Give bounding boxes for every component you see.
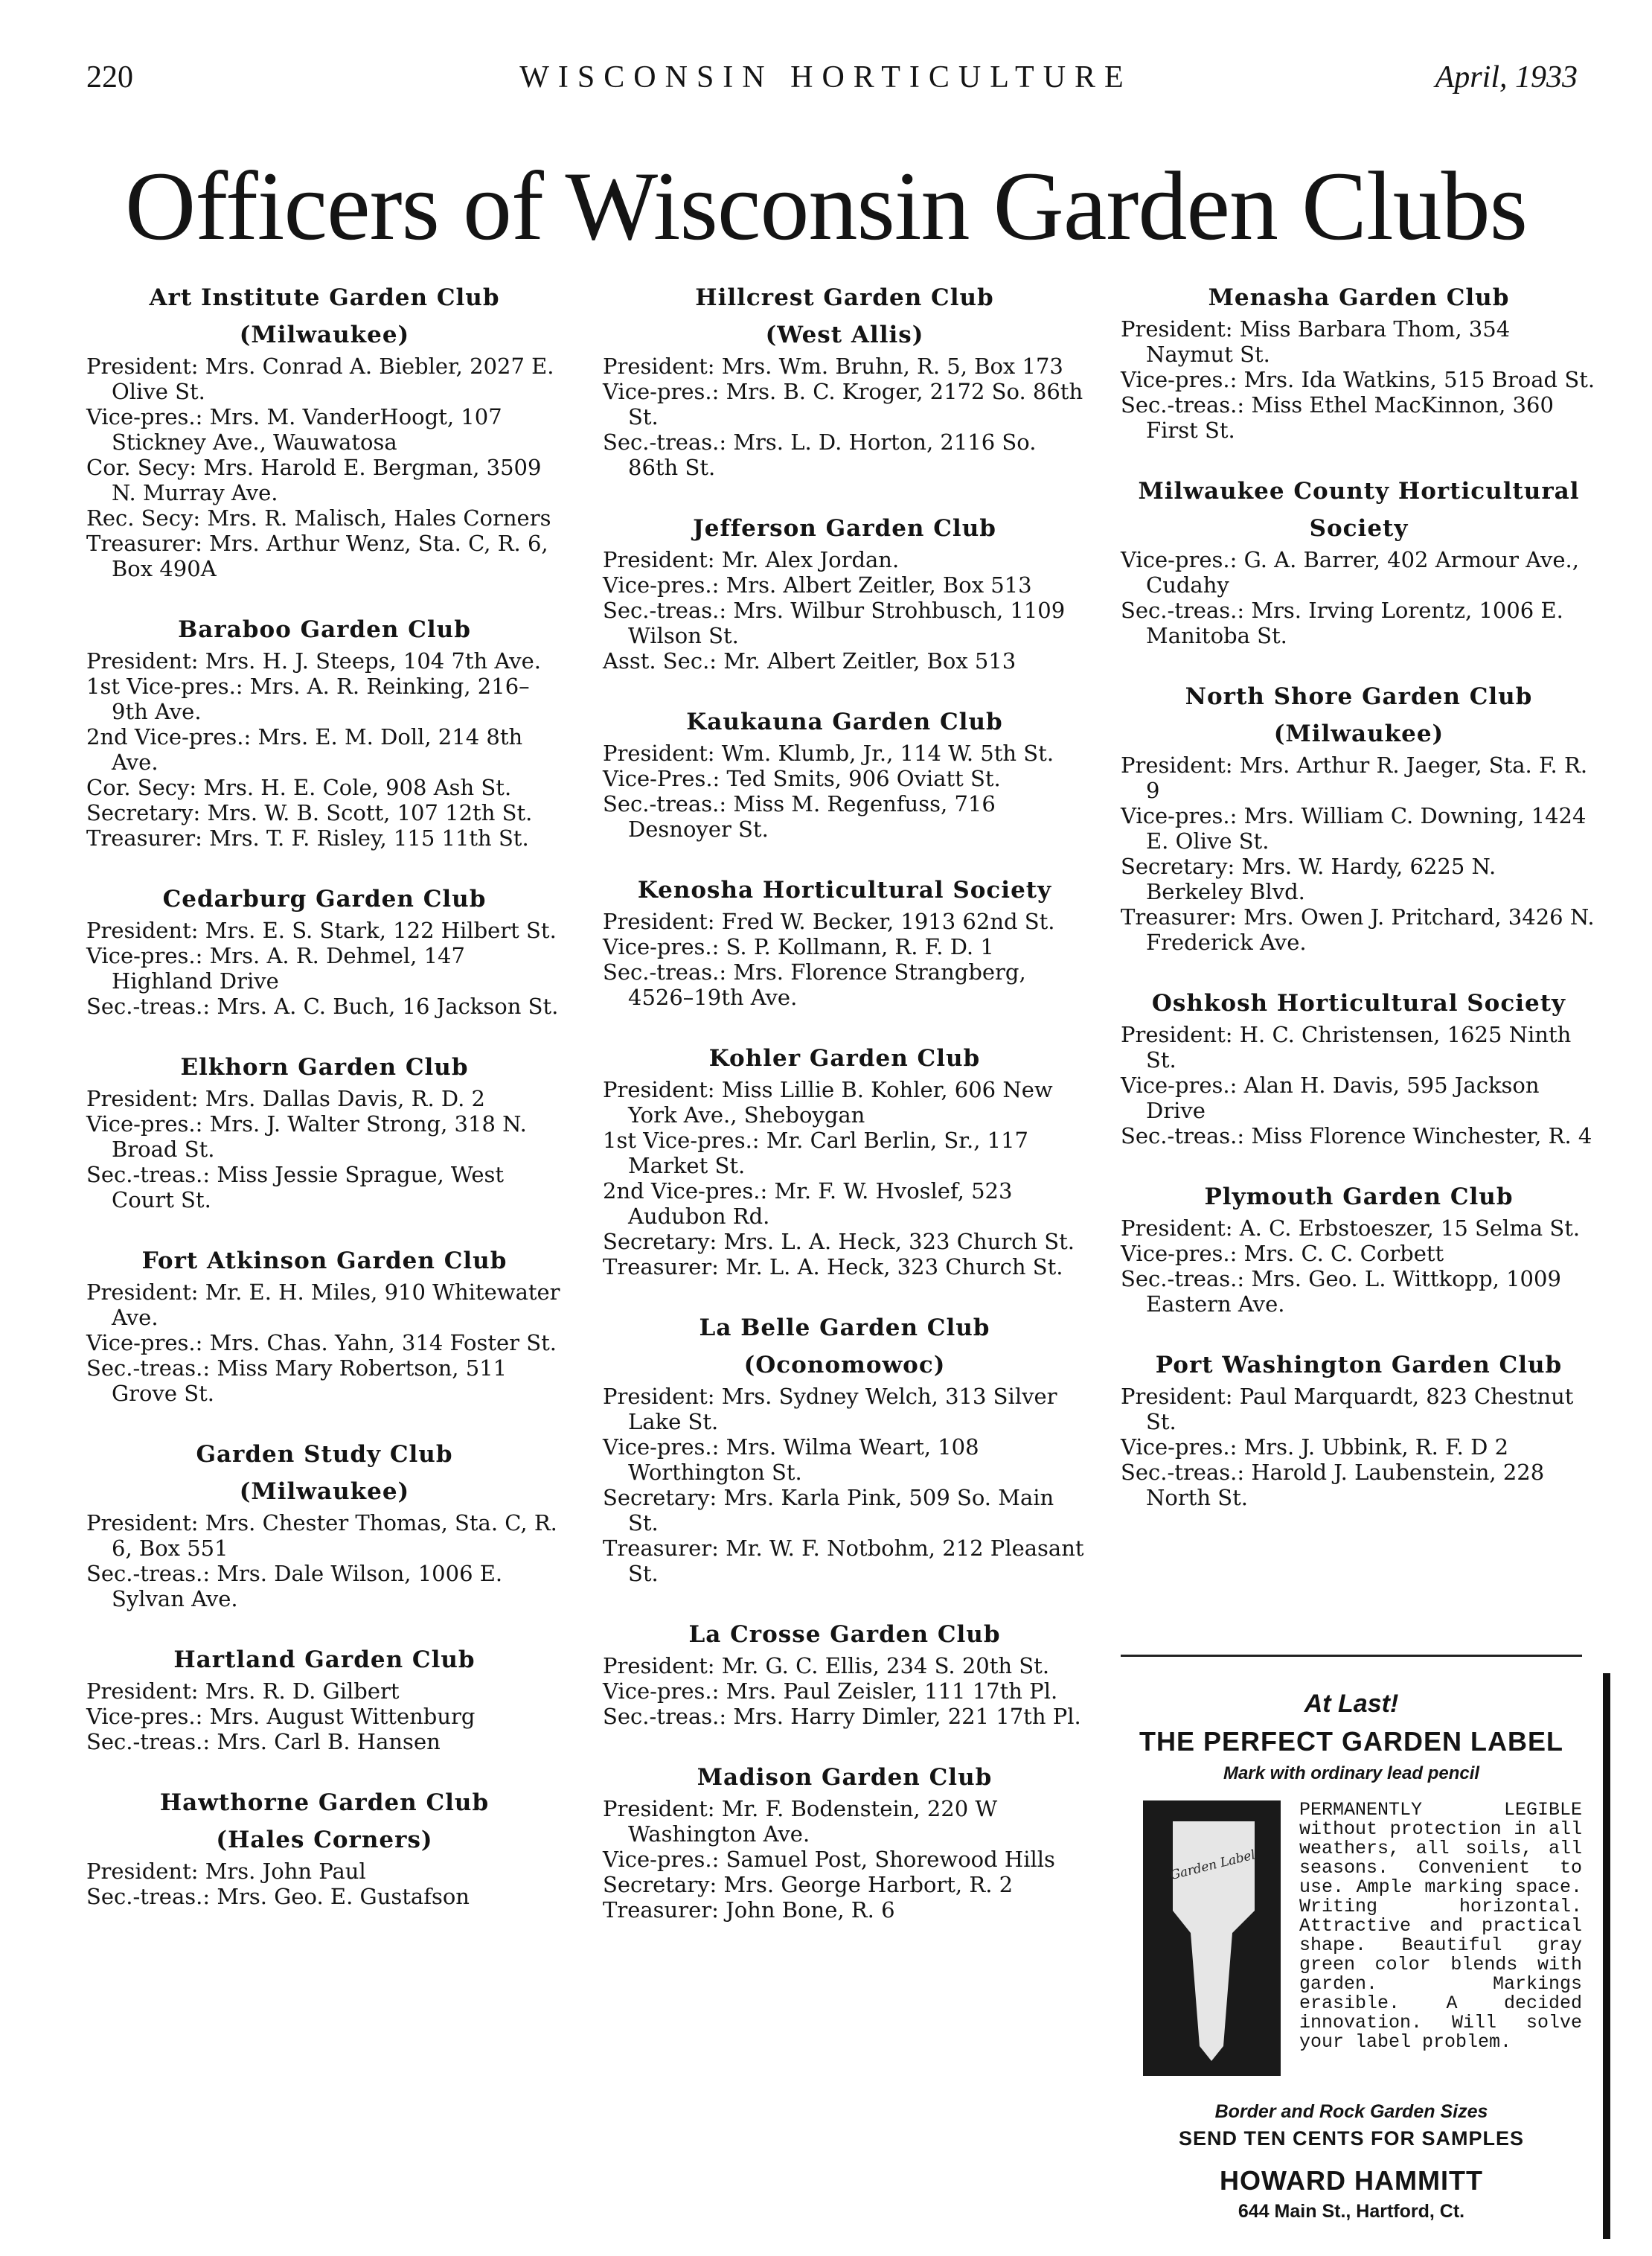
officer-entry: President: Mr. Alex Jordan. [603,547,900,572]
officer-entry: President: Miss Lillie B. Kohler, 606 New York Ave., Sheboygan [603,1077,1053,1128]
officer-entry: Rec. Secy: Mrs. R. Malisch, Hales Corners [86,505,551,531]
officer-entry: Vice-pres.: Samuel Post, Shorewood Hills [603,1847,1055,1872]
officer-entry: President: Mrs. E. S. Stark, 122 Hilbert St. [86,918,557,943]
club-entry [1121,1346,1597,1510]
journal-title: WISCONSIN HORTICULTURE [519,60,1133,95]
officer-entry: Vice-pres.: Mrs. Paul Zeisler, 111 17th Pl. [603,1678,1058,1704]
ad-sizes: Border and Rock Garden Sizes [1214,2101,1488,2122]
club-name: Fort Atkinson Garden Club [141,1247,508,1274]
club-entry [603,703,1086,842]
officer-entry: Vice-pres.: Mrs. B. C. Kroger, 2172 So. 86th St. [603,379,1083,429]
officer-entry: Vice-pres.: Mrs. Albert Zeitler, Box 513 [603,572,1032,598]
ad-kicker: At Last! [1304,1690,1399,1718]
officer-entry: Sec.-treas.: Miss M. Regenfuss, 716 Desnoyer St. [603,791,996,842]
officer-entry: President: Mr. E. H. Miles, 910 Whitewater Ave. [86,1279,560,1330]
club-entry [603,510,1086,674]
officer-entry: 1st Vice-pres.: Mr. Carl Berlin, Sr., 117 Market St. [603,1128,1028,1178]
officer-entry: Sec.-treas.: Mrs. Carl B. Hansen [86,1729,441,1754]
officer-entry: President: Wm. Klumb, Jr., 114 W. 5th St. [603,741,1054,766]
club-name: Hawthorne Garden Club [159,1789,490,1816]
club-entry [86,1436,563,1611]
officer-entry: Cor. Secy: Mrs. H. E. Cole, 908 Ash St. [86,775,512,800]
officer-entry: Sec.-treas.: Mrs. Florence Strangberg, 4526–19th Ave. [603,959,1026,1010]
club-name: Madison Garden Club [697,1764,993,1791]
club-name: Jefferson Garden Club [693,515,996,542]
officer-entry: Sec.-treas.: Mrs. Wilbur Strohbusch, 1109 Wilson St. [603,598,1066,648]
club-entry [603,1759,1086,1923]
officer-entry: Vice-pres.: Mrs. Chas. Yahn, 314 Foster St. [86,1330,557,1355]
running-head [0,60,1652,104]
ad-tagline: Mark with ordinary lead pencil [1223,1763,1480,1783]
officer-entry: 2nd Vice-pres.: Mrs. E. M. Doll, 214 8th Ave. [86,724,523,775]
club-entry [1121,473,1597,648]
officer-entry: Secretary: Mrs. W. Hardy, 6225 N. Berkeley Blvd. [1121,854,1496,904]
club-name: Garden Study Club [196,1441,453,1468]
officer-entry: Secretary: Mrs. Karla Pink, 509 So. Main St. [603,1485,1054,1536]
page-title: Officers of Wisconsin Garden Clubs [124,151,1528,261]
officer-entry: Secretary: Mrs. W. B. Scott, 107 12th St. [86,800,533,825]
officer-entry: Vice-pres.: Mrs. J. Ubbink, R. F. D 2 [1121,1434,1509,1460]
officer-entry: President: A. C. Erbstoeszer, 15 Selma St. [1121,1215,1581,1241]
officer-entry: 1st Vice-pres.: Mrs. A. R. Reinking, 216–9th Ave. [86,674,530,724]
officer-entry: President: Mrs. Sydney Welch, 313 Silver Lake St. [603,1384,1057,1434]
club-name: La Crosse Garden Club [688,1621,1001,1648]
club-name: Kenosha Horticultural Society [637,877,1052,904]
club-name: Art Institute Garden Club [149,284,500,311]
officer-entry: Sec.-treas.: Mrs. Geo. L. Wittkopp, 1009 Eastern Ave. [1121,1266,1561,1317]
garden-label-image [1143,1800,1281,2076]
advertisement-divider [1121,1655,1582,1657]
officer-entry: Sec.-treas.: Harold J. Laubenstein, 228 North St. [1121,1460,1545,1510]
officer-entry: Vice-pres.: Mrs. Wilma Weart, 108 Worthington St. [603,1434,979,1485]
club-entry [86,611,563,851]
ad-address: 644 Main St., Hartford, Ct. [1238,2201,1465,2222]
club-entry [1121,678,1597,955]
officer-entry: Asst. Sec.: Mr. Albert Zeitler, Box 513 [603,648,1017,674]
column-2 [603,279,1086,1952]
officer-entry: Vice-pres.: S. P. Kollmann, R. F. D. 1 [603,934,994,959]
officer-entry: President: Mrs. Arthur R. Jaeger, Sta. F. R. 9 [1121,752,1588,803]
club-entry [1121,279,1597,443]
officer-entry: Vice-pres.: Mrs. A. R. Dehmel, 147 Highland Drive [86,943,465,994]
officer-entry: President: Mrs. R. D. Gilbert [86,1678,400,1704]
officer-entry: President: Miss Barbara Thom, 354 Naymut St. [1121,316,1511,367]
club-entry [603,1040,1086,1279]
club-name: Hartland Garden Club [173,1646,476,1673]
club-name: Menasha Garden Club [1208,284,1510,311]
officer-entry: President: H. C. Christensen, 1625 Ninth St. [1121,1022,1572,1073]
club-subtitle: (Milwaukee) [1273,720,1444,747]
officer-entry: Vice-pres.: Alan H. Davis, 595 Jackson Drive [1121,1073,1540,1123]
club-name: Plymouth Garden Club [1204,1183,1514,1210]
club-entry [86,279,563,581]
page-number: 220 [86,60,133,95]
officer-entry: Secretary: Mrs. L. A. Heck, 323 Church St. [603,1229,1075,1254]
officer-entry: President: Paul Marquardt, 823 Chestnut St. [1121,1384,1574,1434]
club-entry [603,872,1086,1010]
club-subtitle: Society [1309,515,1409,542]
officer-entry: Treasurer: Mrs. Owen J. Pritchard, 3426 N. Frederick Ave. [1121,904,1595,955]
club-name: La Belle Garden Club (Oconomowoc) [699,1314,990,1378]
club-name: Kaukauna Garden Club [686,709,1003,735]
officer-entry: Treasurer: Mrs. Arthur Wenz, Sta. C, R. 6, Box 490A [86,531,548,581]
officer-entry: President: Mrs. John Paul [86,1859,366,1884]
officer-entry: Vice-pres.: Mrs. J. Walter Strong, 318 N. Broad St. [86,1111,527,1162]
officer-entry: Vice-pres.: Mrs. August Wittenburg [86,1704,476,1729]
officer-entry: Sec.-treas.: Miss Ethel MacKinnon, 360 First St. [1121,392,1554,443]
officer-entry: Sec.-treas.: Mrs. Dale Wilson, 1006 E. Sylvan Ave. [86,1561,503,1611]
officer-entry: President: Mrs. Wm. Bruhn, R. 5, Box 173 [603,354,1063,379]
officer-entry: Vice-pres.: G. A. Barrer, 402 Armour Ave., Cudahy [1121,547,1579,598]
officer-entry: Vice-pres.: Mrs. C. C. Corbett [1121,1241,1444,1266]
club-entry [86,1641,563,1754]
officer-entry: Treasurer: Mrs. T. F. Risley, 115 11th St. [86,825,529,851]
advertisement [1121,1682,1582,2223]
officer-entry: Vice-pres.: Mrs. William C. Downing, 1424 E. Olive St. [1121,803,1587,854]
column-3 [1121,279,1597,1540]
club-entry [86,1784,563,1909]
officer-entry: Sec.-treas.: Mrs. L. D. Horton, 2116 So. 86th St. [603,429,1037,480]
officer-entry: Secretary: Mrs. George Harbort, R. 2 [603,1872,1014,1897]
club-entry [1121,1178,1597,1317]
officer-entry: Sec.-treas.: Mrs. A. C. Buch, 16 Jackson St. [86,994,559,1019]
club-name: Milwaukee County Horticultural [1138,478,1580,505]
club-entry [1121,985,1597,1148]
column-1 [86,279,563,1939]
officer-entry: Treasurer: John Bone, R. 6 [603,1897,895,1923]
club-name: Oshkosh Horticultural Society [1151,990,1566,1017]
officer-entry: Cor. Secy: Mrs. Harold E. Bergman, 3509 N. Murray Ave. [86,455,542,505]
club-entry [603,1309,1086,1586]
officer-entry: Sec.-treas.: Miss Jessie Sprague, West Court St. [86,1162,505,1212]
margin-bar [1603,1673,1610,2239]
club-name: Baraboo Garden Club [178,616,471,643]
club-subtitle: (Hales Corners) [216,1827,433,1853]
officer-entry: 2nd Vice-pres.: Mr. F. W. Hvoslef, 523 Audubon Rd. [603,1178,1013,1229]
officer-entry: President: Mr. G. C. Ellis, 234 S. 20th St. [603,1653,1050,1678]
officer-entry: Sec.-treas.: Mrs. Harry Dimler, 221 17th Pl. [603,1704,1081,1729]
officer-entry: Sec.-treas.: Miss Florence Winchester, R. 4 [1121,1123,1592,1148]
club-subtitle: (West Allis) [765,322,924,348]
officer-entry: Vice-Pres.: Ted Smits, 906 Oviatt St. [603,766,1001,791]
club-entry [86,1049,563,1212]
club-name: Elkhorn Garden Club [180,1054,469,1081]
officer-entry: President: Mrs. Conrad A. Biebler, 2027 E. Olive St. [86,354,554,404]
club-entry [603,1616,1086,1729]
club-entry [603,279,1086,480]
officer-entry: President: Mrs. Dallas Davis, R. D. 2 [86,1086,485,1111]
issue-date: April, 1933 [1435,60,1578,95]
officer-entry: President: Mrs. H. J. Steeps, 104 7th Ave. [86,648,541,674]
ad-copy: PERMANENTLY LEGIBLE without protection in all weathers, all soils, all seasons. Convenient to use. Ample marking space. Writing horizontal. Attractive and practical shape. Beautiful gray green color blends with garden. Markings erasible. A decided innovation. Will solve your label problem. [1299,1799,1582,2053]
club-name: North Shore Garden Club [1185,683,1533,710]
club-name: Port Washington Garden Club [1155,1352,1563,1378]
ad-offer: SEND TEN CENTS FOR SAMPLES [1178,2127,1525,2150]
officer-entry: Sec.-treas.: Mrs. Irving Lorentz, 1006 E. Manitoba St. [1121,598,1563,648]
officer-entry: Treasurer: Mr. L. A. Heck, 323 Church St. [603,1254,1063,1279]
officer-entry: Treasurer: Mr. W. F. Notbohm, 212 Pleasant St. [603,1536,1084,1586]
club-name: Hillcrest Garden Club [695,284,994,311]
club-subtitle: (Milwaukee) [239,322,410,348]
officer-entry: President: Mrs. Chester Thomas, Sta. C, R. 6, Box 551 [86,1510,557,1561]
officer-entry: Sec.-treas.: Mrs. Geo. E. Gustafson [86,1884,470,1909]
ad-company: HOWARD HAMMITT [1220,2165,1483,2196]
officer-entry: President: Fred W. Becker, 1913 62nd St. [603,909,1055,934]
officer-entry: Vice-pres.: Mrs. M. VanderHoogt, 107 Stickney Ave., Wauwatosa [86,404,502,455]
club-name: Cedarburg Garden Club [162,886,487,913]
club-subtitle: (Milwaukee) [239,1478,410,1505]
officer-entry: Vice-pres.: Mrs. Ida Watkins, 515 Broad St. [1121,367,1595,392]
club-entry [86,1242,563,1406]
club-name: Kohler Garden Club [708,1045,981,1072]
club-entry [86,881,563,1019]
ad-body [1121,1800,1582,2083]
ad-headline: THE PERFECT GARDEN LABEL [1139,1726,1563,1757]
svg-text:Garden Label: Garden Label [1168,1847,1257,1883]
officer-entry: Sec.-treas.: Miss Mary Robertson, 511 Grove St. [86,1355,508,1406]
officer-entry: President: Mr. F. Bodenstein, 220 W Washington Ave. [603,1796,998,1847]
